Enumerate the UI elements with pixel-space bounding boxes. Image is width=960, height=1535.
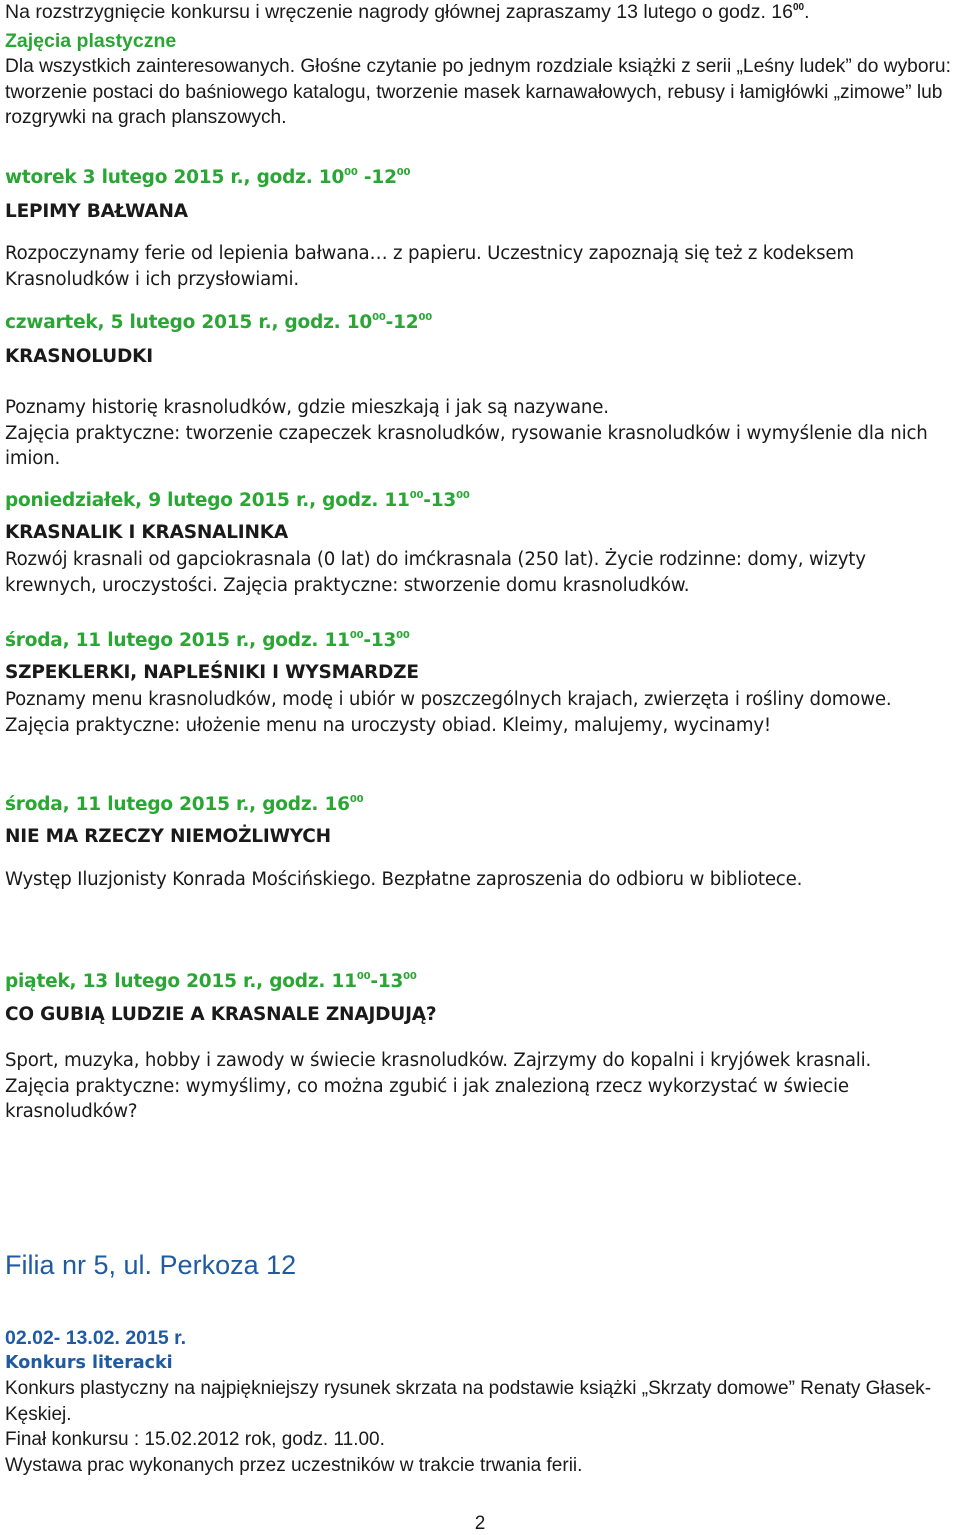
contest-final: Finał konkursu : 15.02.2012 rok, godz. 11.00. (5, 1429, 385, 1450)
page-number: 2 (474, 1513, 486, 1534)
event-description: Rozwój krasnali od gapciokrasnala (0 lat) do imćkrasnala (250 lat). Życie rodzinne: domy, wizyty krewnych, uroczystości. Zajęcia praktyczne: stworzenie domu krasnoludków. (5, 549, 866, 596)
event-block (5, 629, 952, 738)
event-title: KRASNOLUDKI (5, 346, 153, 367)
event-title: NIE MA RZECZY NIEMOŻLIWYCH (5, 826, 331, 847)
event-description: Zajęcia praktyczne: wymyślimy, co można zgubić i jak znalezioną rzecz wykorzystać w świecie krasnoludków? (5, 1075, 849, 1122)
event-description: Poznamy menu krasnoludków, modę i ubiór w poszczególnych krajach, zwierzęta i rośliny domowe. (5, 689, 892, 710)
event-description: Poznamy historię krasnoludków, gdzie mieszkają i jak są nazywane. (5, 397, 609, 418)
intro-paragraph: Dla wszystkich zainteresowanych. Głośne czytanie po jednym rozdziale książki z serii „Leśny ludek” do wyboru: tworzenie postaci do baśniowego katalogu, tworzenie masek karnawałowych, rebusy i łamigłówki „zimowe” lub rozgrywki na grach planszowych. (5, 56, 951, 128)
event-description: Występ Iluzjonisty Konrada Mościńskiego. Bezpłatne zaproszenia do odbioru w bibliotece. (5, 869, 803, 890)
event-block (5, 311, 952, 472)
contest-title: Konkurs literacki (5, 1353, 173, 1373)
event-description: Zajęcia praktyczne: tworzenie czapeczek krasnoludków, rysowanie krasnoludków i wymyślenie dla nich imion. (5, 422, 928, 469)
event-description: Rozpoczynamy ferie od lepienia bałwana… z papieru. Uczestnicy zapoznają się też z kodeksem Krasnoludków i ich przysłowiami. (5, 243, 854, 290)
event-block (5, 166, 952, 292)
intro-section (5, 0, 952, 131)
event-date: czwartek, 5 lutego 2015 r., godz. $10^{00}-12^{00}$ (5, 312, 432, 333)
event-title: SZPEKLERKI, NAPLEŚNIKI I WYSMARDZE (5, 662, 419, 683)
event-block (5, 793, 952, 893)
event-description: Zajęcia praktyczne: ułożenie menu na uroczysty obiad. Kleimy, malujemy, wycinamy! (5, 714, 771, 736)
event-block (5, 970, 952, 1125)
event-block (5, 489, 952, 598)
event-title: CO GUBIĄ LUDZIE A KRASNALE ZNAJDUJĄ? (5, 1004, 437, 1025)
event-title: LEPIMY BAŁWANA (5, 201, 188, 222)
filia-dates: 02.02- 13.02. 2015 r. (5, 1327, 187, 1349)
filia-section (5, 1249, 952, 1478)
filia-heading: Filia nr 5, ul. Perkoza 12 (5, 1250, 297, 1280)
event-description: Sport, muzyka, hobby i zawody w świecie krasnoludków. Zajrzymy do kopalni i kryjówek krasnali. (5, 1050, 872, 1071)
event-date: poniedziałek, 9 lutego 2015 r., godz. $11^{00}-13^{00}$ (5, 490, 470, 511)
contest-exhibition: Wystawa prac wykonanych przez uczestników w trakcie trwania ferii. (5, 1454, 583, 1476)
event-date: środa, 11 lutego 2015 r., godz. $11^{00}-13^{00}$ (5, 630, 410, 651)
section-title: Zajęcia plastyczne (5, 29, 177, 52)
contest-description: Konkurs plastyczny na najpiękniejszy rysunek skrzata na podstawie książki „Skrzaty domowe” Renaty Głasek-Kęskiej. (5, 1378, 932, 1425)
event-date: środa, 11 lutego 2015 r., godz. $16^{00}$ (5, 794, 364, 815)
event-date: wtorek 3 lutego 2015 r., godz. $10^{00}$ $-12^{00}$ (5, 167, 411, 188)
event-title: KRASNALIK I KRASNALINKA (5, 522, 289, 543)
intro-line: Na rozstrzygnięcie konkursu i wręczenie nagrody głównej zapraszamy 13 lutego o godz. $16^{00}$. (5, 1, 810, 23)
event-date: piątek, 13 lutego 2015 r., godz. $11^{00}-13^{00}$ (5, 971, 417, 992)
